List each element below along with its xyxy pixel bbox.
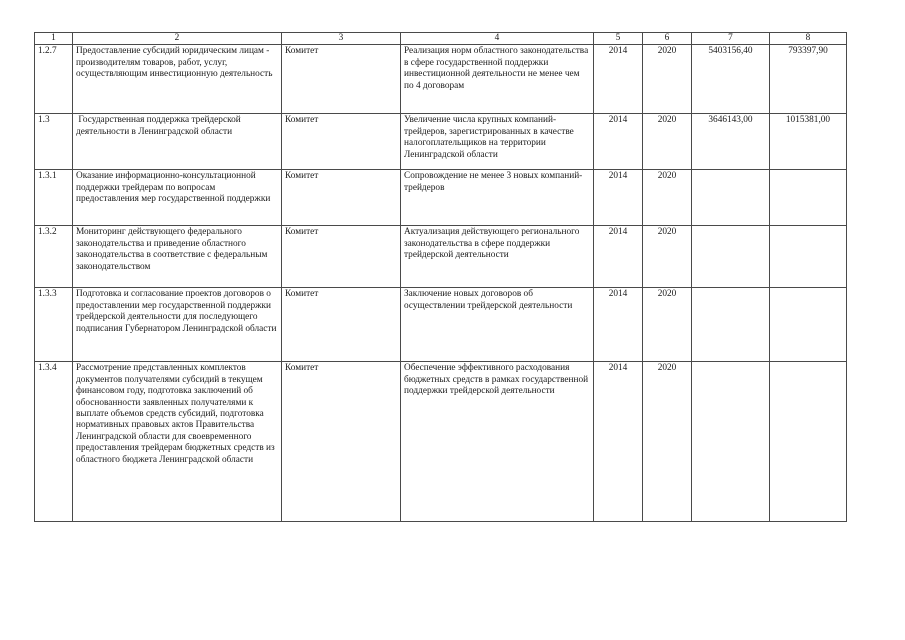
start-year: 2014	[594, 362, 643, 522]
header-row	[35, 33, 847, 45]
program-measures-table	[34, 32, 847, 522]
table-row	[35, 226, 847, 288]
funding-part	[770, 288, 847, 362]
expected-result: Обеспечение эффективного расходования бюджетных средств в рамках государственной поддержки трейдерской деятельности	[401, 362, 594, 522]
end-year: 2020	[643, 362, 692, 522]
funding-total	[692, 226, 770, 288]
start-year: 2014	[594, 226, 643, 288]
column-header: 4	[401, 33, 594, 45]
funding-total: 3646143,00	[692, 114, 770, 170]
funding-total	[692, 288, 770, 362]
start-year: 2014	[594, 288, 643, 362]
start-year: 2014	[594, 45, 643, 114]
funding-part: 793397,90	[770, 45, 847, 114]
funding-total	[692, 170, 770, 226]
item-number: 1.2.7	[35, 45, 73, 114]
end-year: 2020	[643, 288, 692, 362]
column-header: 5	[594, 33, 643, 45]
funding-total: 5403156,40	[692, 45, 770, 114]
end-year: 2020	[643, 226, 692, 288]
measure-name: Оказание информационно-консультационной поддержки трейдерам по вопросам предоставления мер государственной поддержки	[73, 170, 282, 226]
table-row	[35, 45, 847, 114]
funding-part: 1015381,00	[770, 114, 847, 170]
start-year: 2014	[594, 114, 643, 170]
funding-total	[692, 362, 770, 522]
measure-name: Государственная поддержка трейдерской деятельности в Ленинградской области	[73, 114, 282, 170]
table-row	[35, 362, 847, 522]
end-year: 2020	[643, 114, 692, 170]
executor: Комитет	[282, 362, 401, 522]
table-row	[35, 114, 847, 170]
measure-name: Предоставление субсидий юридическим лицам - производителям товаров, работ, услуг, осуществляющим инвестиционную деятельность	[73, 45, 282, 114]
column-header: 3	[282, 33, 401, 45]
column-header: 1	[35, 33, 73, 45]
executor: Комитет	[282, 226, 401, 288]
item-number: 1.3.2	[35, 226, 73, 288]
item-number: 1.3	[35, 114, 73, 170]
expected-result: Сопровождение не менее 3 новых компаний-трейдеров	[401, 170, 594, 226]
measure-name: Подготовка и согласование проектов договоров о предоставлении мер государственной поддержки трейдерской деятельности для последующего подписания Губернатором Ленинградской области	[73, 288, 282, 362]
expected-result: Актуализация действующего регионального законодательства в сфере поддержки трейдерской деятельности	[401, 226, 594, 288]
start-year: 2014	[594, 170, 643, 226]
table-row	[35, 288, 847, 362]
expected-result: Реализация норм областного законодательства в сфере государственной поддержки инвестиционной деятельности не менее чем по 4 договорам	[401, 45, 594, 114]
expected-result: Увеличение числа крупных компаний-трейдеров, зарегистрированных в качестве налогоплательщиков на территории Ленинградской области	[401, 114, 594, 170]
funding-part	[770, 226, 847, 288]
executor: Комитет	[282, 170, 401, 226]
column-header: 6	[643, 33, 692, 45]
item-number: 1.3.1	[35, 170, 73, 226]
table-row	[35, 170, 847, 226]
item-number: 1.3.3	[35, 288, 73, 362]
executor: Комитет	[282, 114, 401, 170]
executor: Комитет	[282, 288, 401, 362]
expected-result: Заключение новых договоров об осуществлении трейдерской деятельности	[401, 288, 594, 362]
end-year: 2020	[643, 170, 692, 226]
item-number: 1.3.4	[35, 362, 73, 522]
column-header: 2	[73, 33, 282, 45]
funding-part	[770, 170, 847, 226]
column-header: 8	[770, 33, 847, 45]
column-header: 7	[692, 33, 770, 45]
measure-name: Мониторинг действующего федерального законодательства и приведение областного законодательства в соответствие с федеральным законодательством	[73, 226, 282, 288]
executor: Комитет	[282, 45, 401, 114]
funding-part	[770, 362, 847, 522]
end-year: 2020	[643, 45, 692, 114]
measure-name: Рассмотрение представленных комплектов документов получателями субсидий в текущем финансовом году, подготовка заключений об обоснованности заявленных получателями к выплате объемов средств субсидий, подготовка нормативных правовых актов Правительства Ленинградской области для своевременного предоставления трейдерам бюджетных средств из областного бюджета Ленинградской области	[73, 362, 282, 522]
